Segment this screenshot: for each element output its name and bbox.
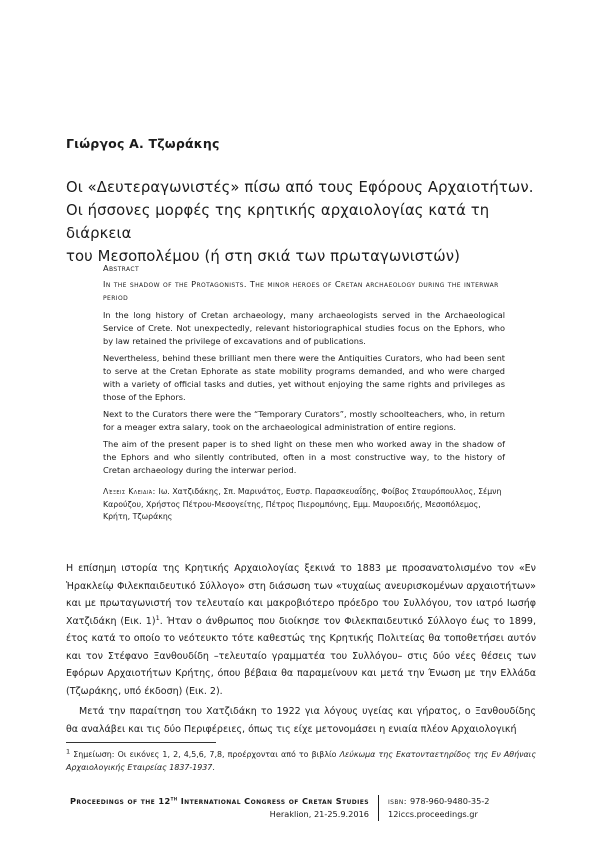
- proceedings-title: [66, 795, 369, 808]
- abstract-label: Abstract: [103, 263, 140, 273]
- abstract-paragraph: In the long history of Cretan archaeology, many archaeologists served in the Archaeological Service of Crete. Not unexpectedly, relevant historiographical studies focus on the Ephors, who by law retained the privilege of excavations and of publications.: [103, 310, 505, 346]
- paper-title-line: του Μεσοπολέμου (ή στη σκιά των πρωταγωνιστών): [66, 248, 461, 265]
- main-text: [66, 560, 536, 738]
- isbn-label: isbn:: [388, 796, 410, 806]
- isbn-number: 978-960-9480-35-2: [409, 796, 490, 806]
- paper-title: [66, 176, 546, 268]
- body-text-segment: Η επίσημη ιστορία της Κρητικής Αρχαιολογίας ξεκινά το 1883 με προσανατολισμένο τον «Εν Ἡρακλείῳ Φιλεκπαιδευτικό Σύλλογο» στη διάσωση των «τυχαίως ανευρισκομένων αρχαιοτήτων» και με πρωταγωνιστή τον τελευταίο και μακροβιότερο πρόεδρο του Συλλόγου, τον ιατρό Ιωσήφ Χατζιδάκη (Εικ. 1): [66, 563, 536, 627]
- footnote-book-title: Λεύκωμα της Εκατονταετηρίδος της Εν Αθήναις Αρχαιολογικής Εταιρείας 1837-1937: [66, 750, 536, 772]
- footer-location-date: Heraklion, 21-25.9.2016: [269, 809, 369, 819]
- footer-publication-info: [379, 795, 490, 821]
- proceedings-title-text: Proceedings of the 12: [70, 796, 171, 806]
- paper-title-line: Οι ήσσονες μορφές της κρητικής αρχαιολογίας κατά τη διάρκεια: [66, 202, 490, 242]
- abstract-section: [103, 262, 505, 524]
- paper-title-line: Οι «Δευτεραγωνιστές» πίσω από τους Εφόρους Αρχαιοτήτων.: [66, 179, 534, 196]
- footer-site: 12iccs.proceedings.gr: [388, 809, 478, 819]
- footnote-text: Σημείωση: Οι εικόνες 1, 2, 4,5,6, 7,8, προέρχονται από το βιβλίο: [70, 750, 340, 759]
- keywords-label: Λέξεις Κλειδιά:: [103, 487, 159, 496]
- body-paragraph: [66, 560, 536, 700]
- keywords: [103, 486, 505, 524]
- keywords-list: Ιω. Χατζιδάκης, Σπ. Μαρινάτος, Ευστρ. Παρασκευαΐδης, Φοίβος Σταυρόπουλλος, Σέμνη Καρούζου, Χρήστος Πέτρου-Μεσογείτης, Πέτρος Πιερομπόνης, Εμμ. Μαυροειδής, Μεσοπόλεμος, Κρήτη, Τζωράκης: [103, 487, 502, 521]
- footnote-reference: 1: [155, 613, 160, 622]
- abstract-paragraph: Next to the Curators there were the “Temporary Curators”, mostly schoolteachers, who, in return for a meager extra salary, took on the archaeological administration of entire regions.: [103, 409, 505, 432]
- footnote-text-end: .: [212, 762, 215, 772]
- abstract-paragraph: Nevertheless, behind these brilliant men there were the Antiquities Curators, who had been sent to serve at the Cretan Ephorate as state mobility programs demanded, and who were charged with a variety of official tasks and duties, yet without enjoying the same rights and privileges as those of the Ephors.: [103, 353, 505, 402]
- body-paragraph: Μετά την παραίτηση του Χατζιδάκη το 1922 για λόγους υγείας και γήρατος, ο Ξανθουδίδης θα αναλάβει και τις δύο Περιφέρειες, όπως τις είχε μετονομάσει η ενιαία πλέον Αρχαιολογική: [66, 706, 536, 735]
- proceedings-title-text: International Congress of Cretan Studies: [177, 796, 369, 806]
- footer-proceedings-block: [66, 795, 378, 821]
- page-footer: [66, 795, 546, 821]
- footnote: [66, 749, 536, 774]
- ordinal-suffix: th: [170, 796, 178, 803]
- footnote-number: 1: [66, 747, 71, 756]
- footnote-rule: [66, 742, 216, 743]
- footer-isbn: [388, 795, 490, 808]
- footnote-area: [66, 742, 536, 774]
- author-name: Γιώργος Α. Τζωράκης: [66, 136, 220, 151]
- abstract-title: In the shadow of the Protagonists. The minor heroes of Cretan archaeology during the interwar period: [103, 279, 499, 302]
- body-text-segment: . Ήταν ο άνθρωπος που διοίκησε τον Φιλεκπαιδευτικό Σύλλογο έως το 1899, έτος κατά το οποίο το νεότευκτο τότε καθεστώς της Κρητικής Πολιτείας θα τοποθετήσει αυτόν και τον Στέφανο Ξανθουδίδη –τελευταίο γραμματέα του Συλλόγου– στις δύο νέες θέσεις των Εφόρων Αρχαιοτήτων Κρήτης, όπου βέβαια θα παραμείνουν και μετά την Ένωση με την Ελλάδα (Τζωράκης, υπό έκδοση) (Εικ. 2).: [66, 615, 537, 697]
- abstract-paragraph: The aim of the present paper is to shed light on these men who worked away in the shadow of the Ephors and who silently contributed, often in a most constructive way, to the history of Cretan archaeology during the interwar period.: [103, 439, 505, 475]
